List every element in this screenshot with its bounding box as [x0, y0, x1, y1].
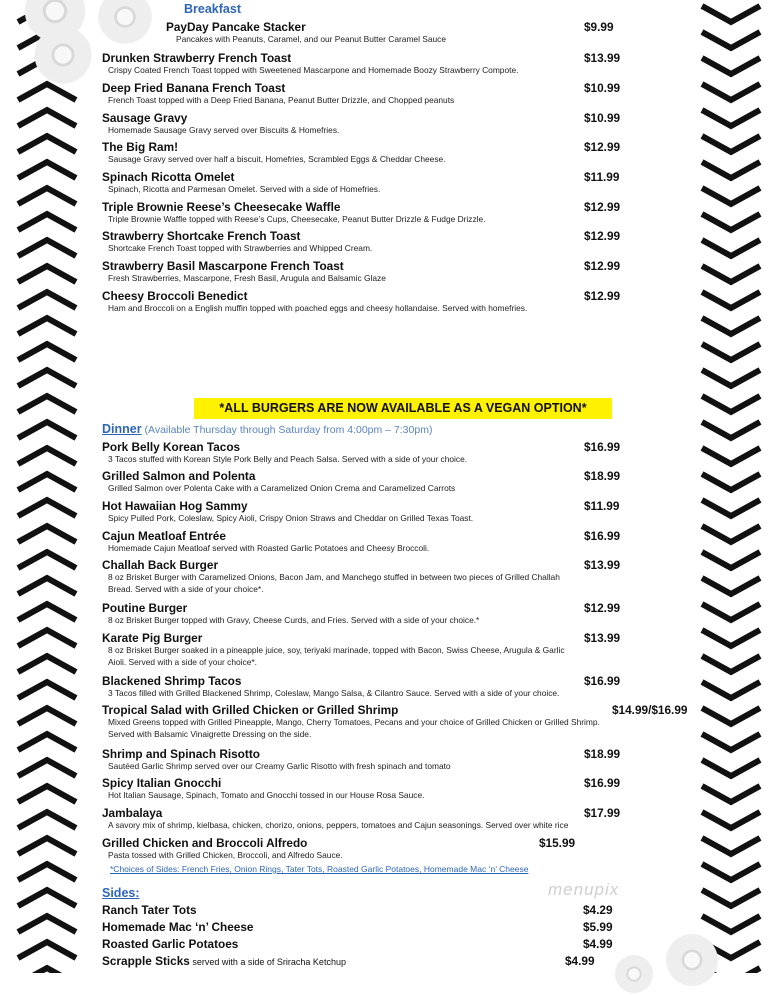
item-desc: Shortcake French Toast topped with Strawberries and Whipped Cream.	[108, 243, 373, 253]
breakfast-item	[102, 81, 624, 107]
dinner-item	[102, 836, 624, 862]
item-price: $13.99	[584, 558, 621, 572]
breakfast-title: Breakfast	[184, 2, 241, 16]
item-price: $10.99	[584, 111, 621, 125]
dinner-title: Dinner	[102, 422, 142, 436]
item-price: $15.99	[539, 836, 576, 850]
item-name: Spicy Italian Gnocchi	[102, 776, 222, 790]
item-desc: Spinach, Ricotta and Parmesan Omelet. Served with a side of Homefries.	[108, 184, 381, 194]
item-name: Strawberry Shortcake French Toast	[102, 229, 301, 243]
item-desc: 3 Tacos stuffed with Korean Style Pork Belly and Peach Salsa. Served with a side of your choice.	[108, 454, 468, 464]
item-desc: 3 Tacos filled with Grilled Blackened Shrimp, Coleslaw, Mango Salsa, & Cilantro Sauce. Served with a side of your choice.	[108, 688, 560, 698]
sides-heading	[102, 886, 140, 900]
item-desc: Ham and Broccoli on a English muffin topped with poached eggs and cheesy hollandaise. Served with homefries.	[108, 303, 528, 313]
breakfast-item	[102, 51, 624, 77]
item-price: $17.99	[584, 806, 621, 820]
breakfast-heading	[184, 2, 241, 16]
item-name: Triple Brownie Reese’s Cheesecake Waffle	[102, 200, 341, 214]
item-price: $12.99	[584, 601, 621, 615]
item-price: $11.99	[584, 170, 620, 184]
item-desc: 8 oz Brisket Burger with Caramelized Onions, Bacon Jam, and Manchego stuffed in between two pieces of Grilled Challah Bread. Served with a side of your choice*.	[108, 572, 560, 594]
item-desc: Crispy Coated French Toast topped with Sweetened Mascarpone and Homemade Boozy Strawberry Compote.	[108, 65, 519, 75]
dinner-item	[102, 747, 624, 773]
item-desc: Pasta tossed with Grilled Chicken, Broccoli, and Alfredo Sauce.	[108, 850, 343, 860]
item-desc: Homemade Sausage Gravy served over Biscuits & Homefries.	[108, 125, 340, 135]
side-item-price: $4.99	[565, 954, 595, 968]
item-desc: Grilled Salmon over Polenta Cake with a Caramelized Onion Crema and Caramelized Carrots	[108, 483, 456, 493]
item-name: Hot Hawaiian Hog Sammy	[102, 499, 248, 513]
breakfast-item	[102, 259, 624, 285]
item-price: $16.99	[584, 674, 621, 688]
item-price: $12.99	[584, 229, 621, 243]
item-desc: Sausage Gravy served over half a biscuit, Homefries, Scrambled Eggs & Cheddar Cheese.	[108, 154, 446, 164]
dinner-item	[102, 469, 624, 495]
dinner-item	[102, 674, 624, 700]
item-desc: Homemade Cajun Meatloaf served with Roasted Garlic Potatoes and Cheesy Broccoli.	[108, 543, 430, 553]
item-name: The Big Ram!	[102, 140, 179, 154]
vegan-banner: *ALL BURGERS ARE NOW AVAILABLE AS A VEGAN OPTION*	[194, 398, 612, 419]
side-choices-note: *Choices of Sides: French Fries, Onion Rings, Tater Tots, Roasted Garlic Potatoes, Homemade Mac ‘n’ Cheese	[110, 864, 529, 874]
item-price: $18.99	[584, 469, 621, 483]
dinner-item	[102, 499, 624, 525]
item-name: Cheesy Broccoli Benedict	[102, 289, 248, 303]
item-name: Challah Back Burger	[102, 558, 219, 572]
side-item-desc: served with a side of Sriracha Ketchup	[189, 957, 346, 967]
breakfast-item	[102, 170, 624, 196]
item-desc: Triple Brownie Waffle topped with Reese’s Cups, Cheesecake, Peanut Butter Drizzle & Fudge Drizzle.	[108, 214, 486, 224]
breakfast-item	[102, 289, 624, 315]
side-item-name: Homemade Mac ‘n’ Cheese	[102, 920, 254, 934]
dinner-item	[102, 703, 688, 740]
item-price: $12.99	[584, 259, 621, 273]
dinner-item	[102, 558, 624, 595]
item-name: Shrimp and Spinach Risotto	[102, 747, 260, 761]
item-desc: Pancakes with Peanuts, Caramel, and our Peanut Butter Caramel Sauce	[176, 34, 447, 44]
side-item-price: $4.29	[583, 903, 613, 917]
item-desc: A savory mix of shrimp, kielbasa, chicken, chorizo, onions, peppers, tomatoes and Cajun seasonings. Served over white rice	[108, 820, 569, 830]
item-desc: 8 oz Brisket Burger topped with Gravy, Cheese Curds, and Fries. Served with a side of your choice.*	[108, 615, 480, 625]
item-name: Strawberry Basil Mascarpone French Toast	[102, 259, 344, 273]
item-name: Sausage Gravy	[102, 111, 188, 125]
sides-title: Sides:	[102, 886, 140, 900]
breakfast-item	[102, 229, 624, 255]
item-price: $13.99	[584, 51, 621, 65]
dinner-item	[102, 529, 624, 555]
item-desc: 8 oz Brisket Burger soaked in a pineapple juice, soy, teriyaki marinade, topped with Bacon, Swiss Cheese, Arugula & Garlic Aioli. Served with a side of your choice*.	[108, 645, 565, 667]
item-name: Karate Pig Burger	[102, 631, 203, 645]
breakfast-item	[102, 200, 624, 226]
menupix-watermark: menupix	[548, 880, 620, 899]
item-price: $9.99	[584, 20, 614, 34]
side-item-name: Roasted Garlic Potatoes	[102, 937, 239, 951]
item-price: $12.99	[584, 140, 621, 154]
item-price: $10.99	[584, 81, 621, 95]
item-price: $16.99	[584, 776, 621, 790]
side-item-price: $4.99	[583, 937, 613, 951]
item-name: Drunken Strawberry French Toast	[102, 51, 292, 65]
item-price: $14.99/$16.99	[612, 703, 688, 717]
dinner-hours-note: (Available Thursday through Saturday from 4:00pm – 7:30pm)	[141, 424, 433, 436]
dinner-item	[102, 806, 624, 832]
item-name: Grilled Salmon and Polenta	[102, 469, 256, 483]
item-price: $13.99	[584, 631, 621, 645]
side-item	[102, 954, 346, 969]
breakfast-item	[102, 20, 624, 46]
side-item-price: $5.99	[583, 920, 613, 934]
item-price: $18.99	[584, 747, 621, 761]
side-item-name: Scrapple Sticks	[102, 954, 190, 968]
breakfast-item	[102, 111, 624, 137]
item-desc: Hot Italian Sausage, Spinach, Tomato and Gnocchi tossed in our House Rosa Sauce.	[108, 790, 425, 800]
item-name: Tropical Salad with Grilled Chicken or Grilled Shrimp	[102, 703, 399, 717]
dinner-item	[102, 631, 624, 668]
item-name: Jambalaya	[102, 806, 163, 820]
item-price: $11.99	[584, 499, 620, 513]
breakfast-item	[102, 140, 624, 166]
item-desc: Fresh Strawberries, Mascarpone, Fresh Basil, Arugula and Balsamic Glaze	[108, 273, 386, 283]
item-name: Deep Fried Banana French Toast	[102, 81, 286, 95]
dinner-item	[102, 440, 624, 466]
side-item-name: Ranch Tater Tots	[102, 903, 197, 917]
dinner-item	[102, 601, 624, 627]
dinner-heading	[102, 422, 432, 436]
item-desc: Spicy Pulled Pork, Coleslaw, Spicy Aioli, Crispy Onion Straws and Cheddar on Grilled Texas Toast.	[108, 513, 474, 523]
item-desc: Mixed Greens topped with Grilled Pineapple, Mango, Cherry Tomatoes, Pecans and your choice of Grilled Chicken or Grilled Shrimp. Served with Balsamic Vinaigrette Dressing on the side.	[108, 717, 600, 739]
item-price: $12.99	[584, 200, 621, 214]
item-price: $16.99	[584, 529, 621, 543]
dinner-item	[102, 776, 624, 802]
item-name: PayDay Pancake Stacker	[166, 20, 306, 34]
item-desc: French Toast topped with a Deep Fried Banana, Peanut Butter Drizzle, and Chopped peanuts	[108, 95, 455, 105]
item-name: Blackened Shrimp Tacos	[102, 674, 242, 688]
item-name: Cajun Meatloaf Entrée	[102, 529, 226, 543]
item-name: Poutine Burger	[102, 601, 188, 615]
item-desc: Sautéed Garlic Shrimp served over our Creamy Garlic Risotto with fresh spinach and tomato	[108, 761, 451, 771]
item-name: Grilled Chicken and Broccoli Alfredo	[102, 836, 308, 850]
item-name: Spinach Ricotta Omelet	[102, 170, 235, 184]
item-price: $16.99	[584, 440, 621, 454]
item-name: Pork Belly Korean Tacos	[102, 440, 241, 454]
item-price: $12.99	[584, 289, 621, 303]
